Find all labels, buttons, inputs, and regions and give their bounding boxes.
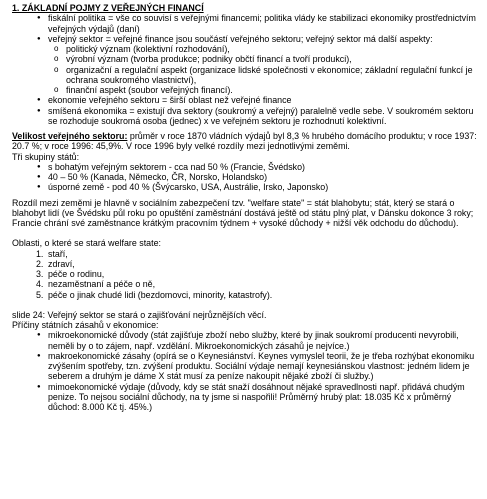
list-item: ● makroekonomické zásahy (opírá se o Keynesiánství. Keynes vymyslel teorii, že je třeba rozhýbat ekonomiku zvýšením spotřeby, tzn. zvýšení produktu. Sociální výdaje nemají keynesiánskou vlastnost: jedném lidem je seberem a druhým je dáme X stát musí za peníze nakoupit nějaké zboží či služby.) bbox=[12, 351, 482, 382]
list-item: ● mikroekonomické důvody (stát zajišťuje zboží nebo služby, které by jinak soukromí producenti nevyrobili, neměli by o to zájem, např. vzdělání. Mikroekonomických zásahů je nejvíce.) bbox=[12, 330, 482, 351]
sub-list-item: o organizační a regulační aspekt (organizace lidské společnosti v ekonomice; základní regulační funkcí je ochrana soukromého vlastnictví), bbox=[12, 65, 482, 86]
sub-list-item: o výrobní význam (tvorba produkce; podniky občtí financí a tvoří produkci), bbox=[12, 54, 482, 64]
item-text: péče o rodinu, bbox=[48, 269, 105, 279]
item-text: nezaměstnaní a péče o ně, bbox=[48, 279, 156, 290]
item-number: 2. bbox=[36, 258, 44, 269]
list-item: ● fiskální politika = vše co souvisí s veřejnými financemi; politika vlády ke stabilizaci ekonomiky prostřednictvím veřejných výdajů (daní) bbox=[12, 13, 482, 34]
numbered-item bbox=[12, 249, 482, 259]
groups-heading: Tři skupiny států: bbox=[12, 151, 80, 162]
aspects-list bbox=[12, 44, 482, 95]
page-title: 1. ZÁKLADNÍ POJMY Z VEŘEJNÝCH FINANCÍ bbox=[12, 3, 204, 13]
list-item-text: veřejný sektor = veřejné finance jsou součástí veřejného sektoru; veřejný sektor má další aspekty: bbox=[48, 33, 433, 44]
sub-list-item: o finanční aspekt (soubor veřejných financí). bbox=[12, 85, 482, 95]
numbered-item bbox=[12, 279, 482, 289]
numbered-item bbox=[12, 290, 482, 300]
item-text: staří, bbox=[48, 248, 68, 259]
list-item: ● s bohatým veřejným sektorem - cca nad 50 % (Francie, Švédsko) bbox=[12, 162, 482, 172]
numbered-item bbox=[12, 269, 482, 279]
velikost-label: Velikost veřejného sektoru: bbox=[12, 131, 128, 141]
sub-list-item: o politický význam (kolektivní rozhodování), bbox=[12, 44, 482, 54]
item-number: 5. bbox=[36, 289, 44, 300]
basic-terms-list bbox=[12, 13, 482, 126]
velikost-text: průměr v roce 1870 vládních výdajů byl 8,3 % hrubého domácího produktu; v roce 1937: 20.7 %; v roce 1996: 45,9%. V roce 1996 byly velké rozdíly mezi jednotlivými zeměmi. bbox=[12, 131, 477, 152]
areas-list bbox=[12, 249, 482, 300]
list-item bbox=[12, 34, 482, 96]
welfare-paragraph: Rozdíl mezi zeměmi je hlavně v sociálním zabezpečení tzv. "welfare state" = stát blahobytu; stát, který se stará o blahobyt lidí (ve Švédsku půl roku po opuštění zaměstnání dostává ještě od státu plný plat, v Dánsku dokonce 3 roky; Francie chrání své zaměstnance krátkým pracovním týdnem + vysoké důchody + nižší věk odchodu do důchodu). bbox=[12, 197, 474, 228]
item-text: zdraví, bbox=[48, 258, 75, 269]
list-item: ● 40 – 50 % (Kanada, Německo, ČR, Norsko, Holandsko) bbox=[12, 172, 482, 182]
groups-list bbox=[12, 162, 482, 193]
list-item: ● smíšená ekonomika = existují dva sektory (soukromý a veřejný) paralelně vedle sebe. V soukromém sektoru se rozhoduje soukromá osoba (jednec) x ve veřejném sektoru je rozhodnutí kolektivní. bbox=[12, 106, 482, 127]
item-number: 1. bbox=[36, 248, 44, 259]
slide-note: slide 24: Veřejný sektor se stará o zajišťování nejrůznějších věcí. bbox=[12, 309, 267, 320]
numbered-item bbox=[12, 259, 482, 269]
list-item: ● ekonomie veřejného sektoru = širší oblast než veřejné finance bbox=[12, 95, 482, 105]
document-page bbox=[12, 3, 482, 412]
item-number: 4. bbox=[36, 279, 44, 290]
item-text: péče o jinak chudé lidi (bezdomovci, minority, katastrofy). bbox=[48, 289, 273, 300]
list-item: ● mimoekonomické výdaje (důvody, kdy se stát snaží dosáhnout nějaké spravedlnosti např. přidává chudým penize. To nejsou sociální důchody, na ty jsme si naspořili! Průměrný hrubý plat: 18.035 Kč x průměrný důchod: 8.000 Kč tj. 45%.) bbox=[12, 382, 482, 413]
causes-heading: Příčiny státních zásahů v ekonomice: bbox=[12, 320, 159, 330]
areas-heading: Oblasti, o které se stará welfare state: bbox=[12, 238, 161, 249]
list-item: ● úsporné země - pod 40 % (Švýcarsko, USA, Austrálie, Irsko, Japonsko) bbox=[12, 182, 482, 192]
velikost-paragraph bbox=[12, 131, 482, 152]
causes-list bbox=[12, 330, 482, 412]
item-number: 3. bbox=[36, 269, 44, 279]
